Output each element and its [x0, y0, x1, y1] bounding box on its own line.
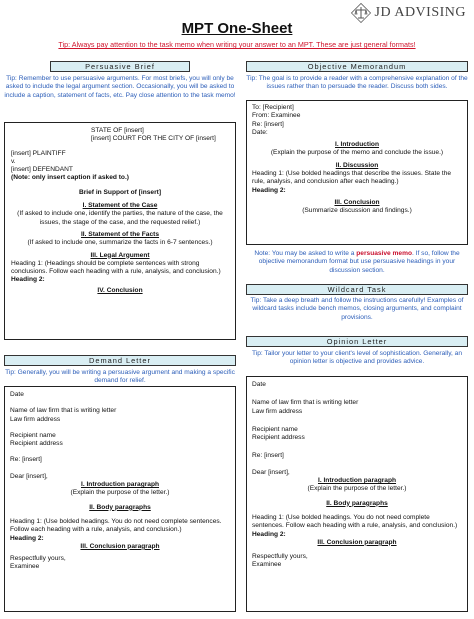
- opinion-intro-heading: I. Introduction paragraph: [317, 477, 397, 485]
- opinion-heading2: Heading 2:: [252, 530, 286, 538]
- note-bold: persuasive memo: [356, 250, 412, 257]
- demand-salutation: Dear [insert],: [10, 472, 48, 480]
- memo-date: Date:: [252, 128, 268, 136]
- statement-of-facts-heading: II. Statement of the Facts: [80, 230, 160, 238]
- opinion-letter-box: [246, 376, 468, 612]
- demand-heading1: Heading 1: (Use bolded headings. You do not need complete sentences. Follow each heading with a rule, analysis, and conclusion.): [10, 517, 222, 534]
- caption-state: [11, 127, 229, 144]
- legal-argument-heading: III. Legal Argument: [90, 251, 150, 259]
- plaintiff-line: [insert] PLAINTIFF: [11, 149, 66, 157]
- demand-heading2: Heading 2:: [10, 534, 44, 542]
- persuasive-brief-header: Persuasive Brief: [50, 61, 190, 72]
- objective-memo-header: Objective Memorandum: [246, 61, 468, 72]
- conclusion-heading: IV. Conclusion: [97, 286, 143, 294]
- opinion-heading1: Heading 1: (Use bolded headings. You do not need complete sentences. Follow each heading with a rule, analysis, and conclusion.): [252, 513, 458, 530]
- legal-argument-heading1: Heading 1: (Headings should be complete sentences with strong conclusions. Follow each heading with a rule, analysis, and conclusion.): [11, 259, 221, 276]
- page-title: MPT One-Sheet: [181, 20, 293, 37]
- persuasive-memo-note: [246, 250, 468, 275]
- demand-closing: Respectfully yours,: [10, 555, 66, 563]
- demand-date: Date: [10, 391, 24, 398]
- demand-re: Re: [insert]: [10, 456, 42, 464]
- memo-conclusion-text: (Summarize discussion and findings.): [302, 207, 412, 215]
- demand-letter-tip: Tip: Generally, you will be writing a persuasive argument and making a specific demand for relief.: [5, 369, 235, 385]
- demand-recipient-name: Recipient name: [10, 431, 56, 439]
- legal-argument-heading2: Heading 2:: [11, 276, 45, 284]
- memo-introduction-heading: I. Introduction: [335, 141, 379, 149]
- note-pre: Note: You may be asked to write a: [254, 250, 357, 257]
- persuasive-brief-tip: Tip: Remember to use persuasive arguments. For most briefs, you will only be asked to include the legal argument section. Occasionally, you will be asked to include a caption, statement of facts, etc. Pay close attention to the task memo!: [4, 75, 236, 99]
- demand-signature: Examinee: [10, 563, 40, 571]
- opinion-letter-tip: Tip: Tailor your letter to your client's level of sophistication. Generally, an opinion letter is objective and provides advice.: [251, 350, 463, 366]
- wildcard-task-header: Wildcard Task: [246, 284, 468, 295]
- statement-of-case-text: (If asked to include one, identify the parties, the nature of the case, the issues, the stage of the case, and the requested relief.): [17, 210, 223, 226]
- memo-to: To: [Recipient]: [252, 104, 294, 111]
- logo-text: JD ADVISING: [374, 5, 466, 20]
- demand-intro-heading: I. Introduction paragraph: [80, 481, 160, 489]
- memo-conclusion-heading: III. Conclusion: [334, 198, 380, 206]
- opinion-firm-name: Name of law firm that is writing letter: [252, 399, 359, 407]
- memo-re: Re: [insert]: [252, 120, 284, 128]
- statement-of-case-heading: I. Statement of the Case: [82, 202, 158, 210]
- brief-title: Brief in Support of [insert]: [78, 188, 162, 196]
- demand-conclusion-heading: III. Conclusion paragraph: [80, 542, 160, 550]
- demand-letter-box: [4, 386, 236, 612]
- note-post: . If so, follow the objective memorandum format but use persuasive headings in your discussion section.: [258, 250, 460, 274]
- wildcard-task-tip: Tip: Take a deep breath and follow the instructions carefully! Examples of wildcard tasks include bench memos, closing arguments, and complaint provisions.: [250, 297, 464, 321]
- opinion-body-heading: II. Body paragraphs: [326, 499, 388, 507]
- opinion-re: Re: [insert]: [252, 452, 284, 460]
- objective-memo-box: [246, 100, 468, 245]
- persuasive-brief-box: [4, 122, 236, 340]
- opinion-conclusion-heading: III. Conclusion paragraph: [317, 538, 397, 546]
- defendant-line: [insert] DEFENDANT: [11, 166, 73, 174]
- opinion-recipient-name: Recipient name: [252, 425, 298, 433]
- memo-discussion-heading: II. Discussion: [335, 161, 379, 169]
- demand-body-heading: II. Body paragraphs: [89, 503, 151, 511]
- demand-letter-header: Demand Letter: [4, 355, 236, 366]
- demand-firm-address: Law firm address: [10, 415, 61, 423]
- demand-recipient-address: Recipient address: [10, 440, 63, 448]
- opinion-letter-header: Opinion Letter: [246, 336, 468, 347]
- state-line: STATE OF [insert]: [91, 127, 144, 134]
- opinion-date: Date: [252, 381, 266, 388]
- versus-line: v.: [11, 157, 16, 165]
- statement-of-facts-text: (If asked to include one, summarize the facts in 6-7 sentences.): [27, 239, 213, 247]
- memo-heading2: Heading 2:: [252, 186, 286, 194]
- opinion-closing: Respectfully yours,: [252, 553, 308, 561]
- court-line: [insert] COURT FOR THE CITY OF [insert]: [91, 135, 216, 143]
- demand-intro-text: (Explain the purpose of the letter.): [70, 489, 170, 497]
- objective-memo-tip: Tip: The goal is to provide a reader with a comprehensive explanation of the issues rather than to persuade the reader. Discuss both sides.: [246, 75, 468, 91]
- opinion-salutation: Dear [insert],: [252, 468, 290, 476]
- memo-introduction-text: (Explain the purpose of the memo and conclude the issue.): [270, 149, 444, 157]
- opinion-recipient-address: Recipient address: [252, 434, 305, 442]
- opinion-signature: Examinee: [252, 561, 282, 569]
- opinion-firm-address: Law firm address: [252, 407, 303, 415]
- memo-from: From: Examinee: [252, 112, 301, 120]
- opinion-intro-text: (Explain the purpose of the letter.): [307, 485, 407, 493]
- caption-note: (Note: only insert caption if asked to.): [11, 174, 129, 182]
- main-tip: Tip: Always pay attention to the task memo when writing your answer to an MPT. These are just general formats!: [58, 40, 416, 49]
- demand-firm-name: Name of law firm that is writing letter: [10, 407, 117, 415]
- memo-heading1: Heading 1: (Use bolded headings that describe the issues. State the rule, analysis, and conclusion after each heading.): [252, 170, 452, 186]
